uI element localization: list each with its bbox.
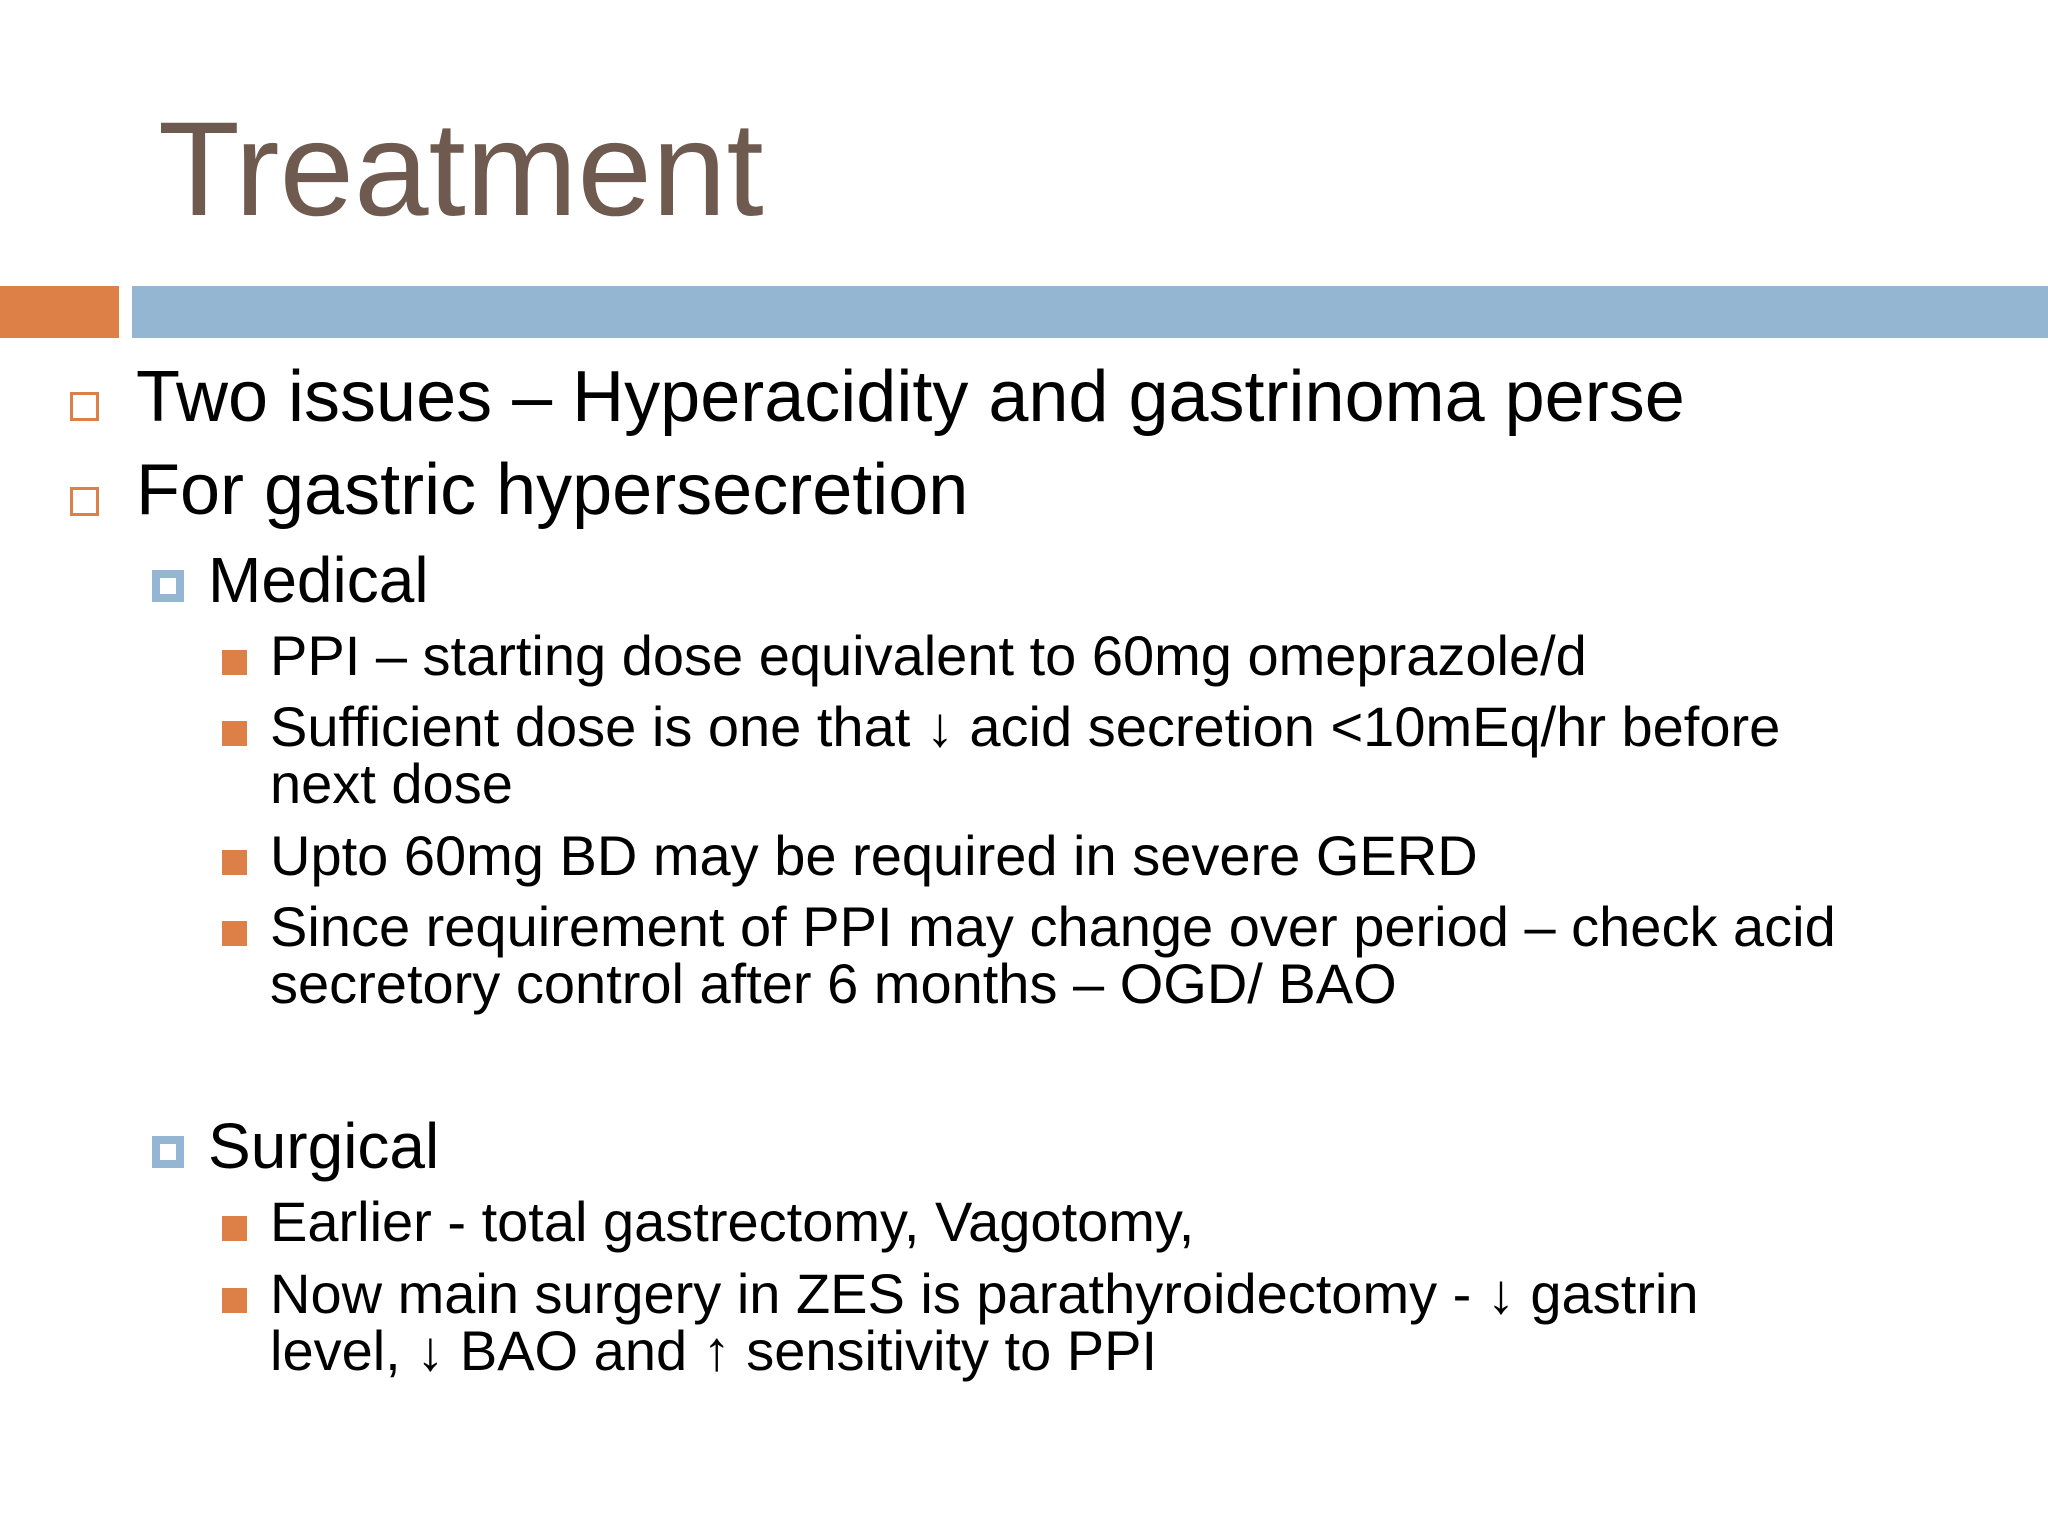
square-blue-bullet-icon [152, 1136, 184, 1168]
title-divider-bar [132, 286, 2048, 338]
bullet-gastric-hypersecretion: For gastric hypersecretion [136, 450, 969, 530]
medical-item-sufficient-dose: Sufficient dose is one that ↓ acid secretion <10mEq/hr before [270, 695, 1781, 758]
bullet-two-issues: Two issues – Hyperacidity and gastrinoma perse [136, 357, 1685, 437]
surgical-item-parathyroidectomy-cont: level, ↓ BAO and ↑ sensitivity to PPI [270, 1319, 1158, 1382]
subheading-medical: Medical [208, 544, 429, 616]
medical-item-upto-60mg: Upto 60mg BD may be required in severe GERD [270, 824, 1478, 887]
slide-title: Treatment [158, 95, 764, 244]
square-outline-bullet-icon [70, 487, 99, 516]
medical-item-requirement: Since requirement of PPI may change over period – check acid [270, 895, 1836, 958]
square-filled-bullet-icon [222, 1288, 247, 1313]
medical-item-sufficient-dose-cont: next dose [270, 752, 513, 815]
square-filled-bullet-icon [222, 1216, 247, 1241]
square-blue-bullet-icon [152, 570, 184, 602]
square-filled-bullet-icon [222, 850, 247, 875]
title-accent-bar [0, 286, 119, 338]
square-filled-bullet-icon [222, 721, 247, 746]
medical-item-ppi: PPI – starting dose equivalent to 60mg omeprazole/d [270, 624, 1587, 687]
square-outline-bullet-icon [70, 392, 99, 421]
surgical-item-earlier: Earlier - total gastrectomy, Vagotomy, [270, 1190, 1195, 1253]
square-filled-bullet-icon [222, 650, 247, 675]
medical-item-requirement-cont: secretory control after 6 months – OGD/ BAO [270, 952, 1397, 1015]
surgical-item-parathyroidectomy: Now main surgery in ZES is parathyroidectomy - ↓ gastrin [270, 1262, 1699, 1325]
subheading-surgical: Surgical [208, 1110, 440, 1182]
square-filled-bullet-icon [222, 921, 247, 946]
